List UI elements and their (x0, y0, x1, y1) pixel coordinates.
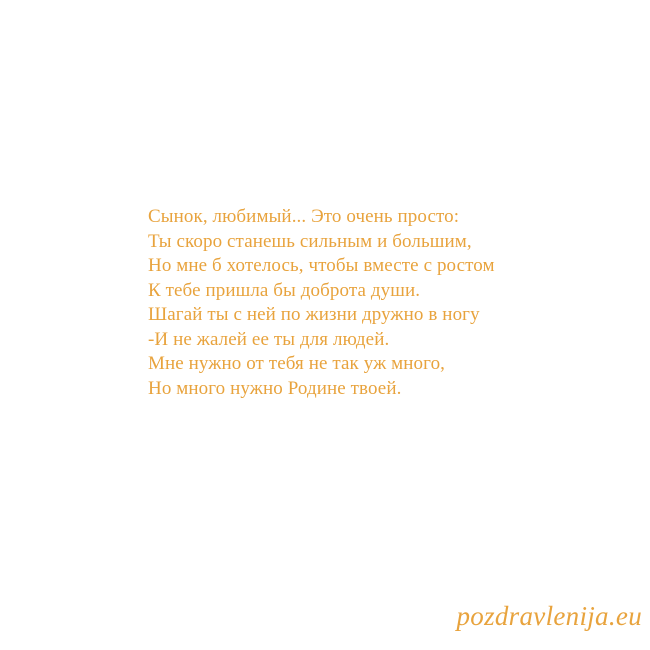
poem-line: Мне нужно от тебя не так уж много, (148, 353, 446, 374)
watermark: pozdravlenija.eu (456, 601, 642, 631)
poem-text-block (148, 205, 618, 401)
poem-line: Ты скоро станешь сильным и большим, (148, 230, 472, 252)
poem-line: Но много нужно Родине твоей. (148, 377, 402, 399)
poem-line: К тебе пришла бы доброта души. (148, 279, 421, 301)
poem-line: Шагай ты с ней по жизни дружно в ногу (148, 304, 480, 325)
poem-line: -И не жалей ее ты для людей. (148, 328, 390, 350)
poem-line: Но мне б хотелось, чтобы вместе с ростом (148, 255, 495, 276)
poem-line: Сынок, любимый... Это очень просто: (148, 206, 460, 227)
